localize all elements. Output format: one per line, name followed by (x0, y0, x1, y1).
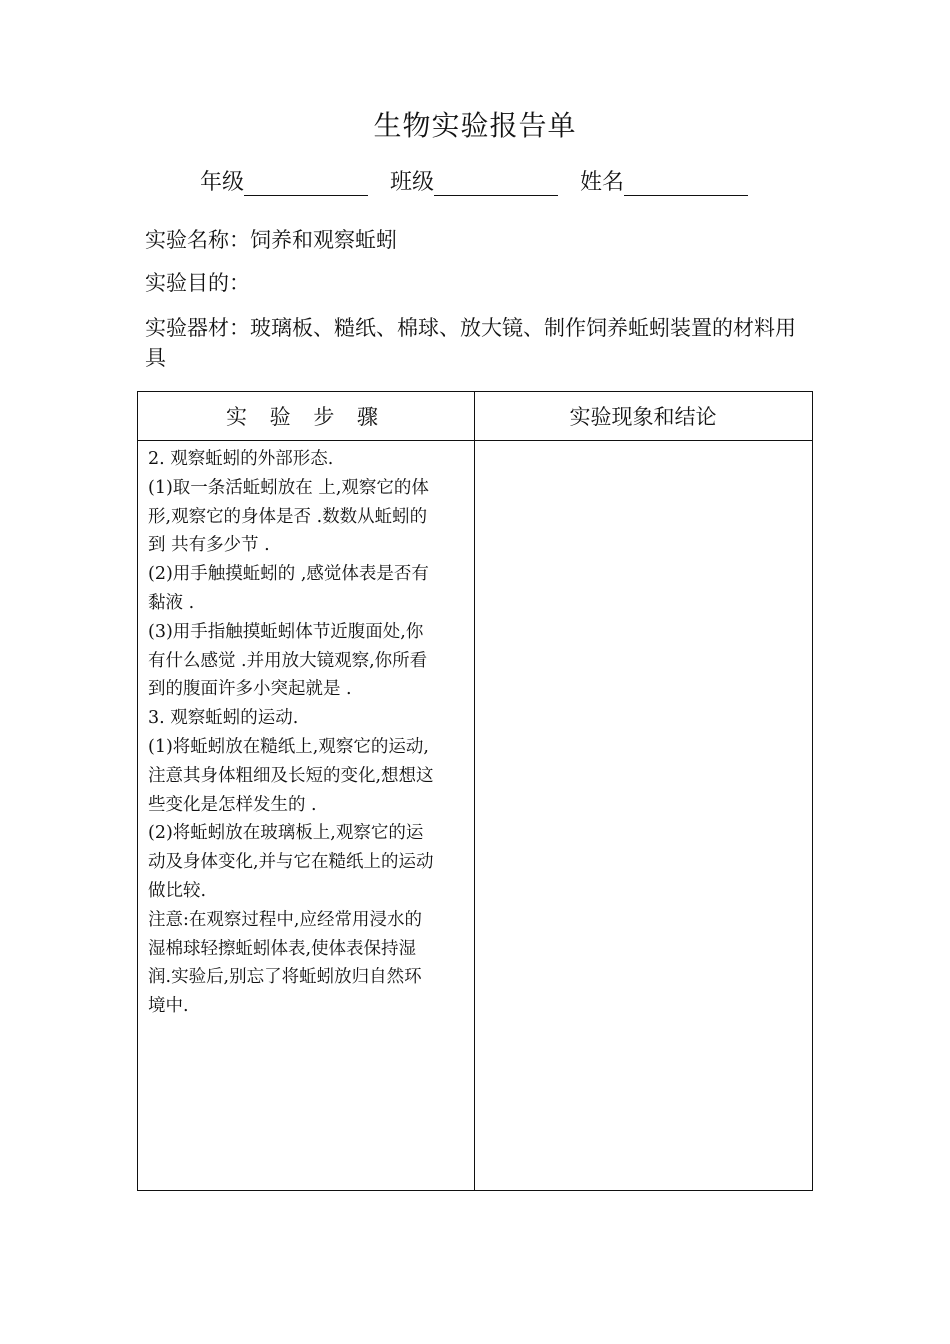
class-blank[interactable] (434, 169, 558, 196)
step-line: 到的腹面许多小突起就是 . (148, 679, 352, 700)
step-line: (3)用手指触摸蚯蚓体节近腹面处,你 (148, 621, 424, 642)
name-label: 姓名 (580, 170, 625, 195)
grade-field (200, 165, 368, 196)
step-line: 到 共有多少节 . (148, 535, 270, 556)
step-line: 注意其身体粗细及长短的变化,想想这 (148, 765, 434, 786)
header-result: 实验现象和结论 (569, 405, 717, 429)
result-cell[interactable] (475, 441, 811, 1190)
step-line: 3. 观察蚯蚓的运动. (148, 708, 299, 729)
step-line: 做比较. (148, 880, 207, 901)
step-line: 湿棉球轻擦蚯蚓体表,使体表保持湿 (148, 938, 417, 959)
steps-cell (138, 441, 475, 1190)
step-line: 润.实验后,别忘了将蚯蚓放归自然环 (148, 967, 422, 988)
step-line: 些变化是怎样发生的 . (148, 794, 317, 815)
grade-label: 年级 (200, 170, 245, 195)
table-header (138, 392, 812, 441)
step-line: 形,观察它的身体是否 .数数从蚯蚓的 (148, 506, 428, 527)
step-line: 动及身体变化,并与它在糙纸上的运动 (148, 852, 434, 873)
step-line: (1)取一条活蚯蚓放在 上,观察它的体 (148, 477, 429, 498)
report-table (137, 391, 813, 1191)
step-line: 黏液 . (148, 592, 195, 613)
step-line: 注意:在观察过程中,应经常用浸水的 (148, 909, 422, 930)
class-label: 班级 (390, 170, 435, 195)
name-field (580, 165, 748, 196)
document-title: 生物实验报告单 (373, 109, 577, 142)
experiment-name: 实验名称：饲养和观察蚯蚓 (145, 228, 397, 252)
table-body (138, 441, 812, 1190)
step-line: 有什么感觉 .并用放大镜观察,你所看 (148, 650, 428, 671)
student-info-row (200, 164, 770, 196)
step-line: (2)将蚯蚓放在玻璃板上,观察它的运 (148, 823, 424, 844)
step-line: (2)用手触摸蚯蚓的 ,感觉体表是否有 (148, 564, 429, 585)
step-line: 境中. (148, 996, 189, 1017)
grade-blank[interactable] (244, 169, 368, 196)
experiment-purpose: 实验目的： (145, 271, 250, 295)
step-line: (1)将蚯蚓放在糙纸上,观察它的运动, (148, 736, 429, 757)
header-steps: 实 验 步 骤 (138, 392, 475, 440)
experiment-materials: 实验器材：玻璃板、糙纸、棉球、放大镜、制作饲养蚯蚓装置的材料用具 (145, 316, 796, 370)
name-blank[interactable] (624, 169, 748, 196)
class-field (390, 165, 558, 196)
step-line: 2. 观察蚯蚓的外部形态. (148, 449, 334, 469)
